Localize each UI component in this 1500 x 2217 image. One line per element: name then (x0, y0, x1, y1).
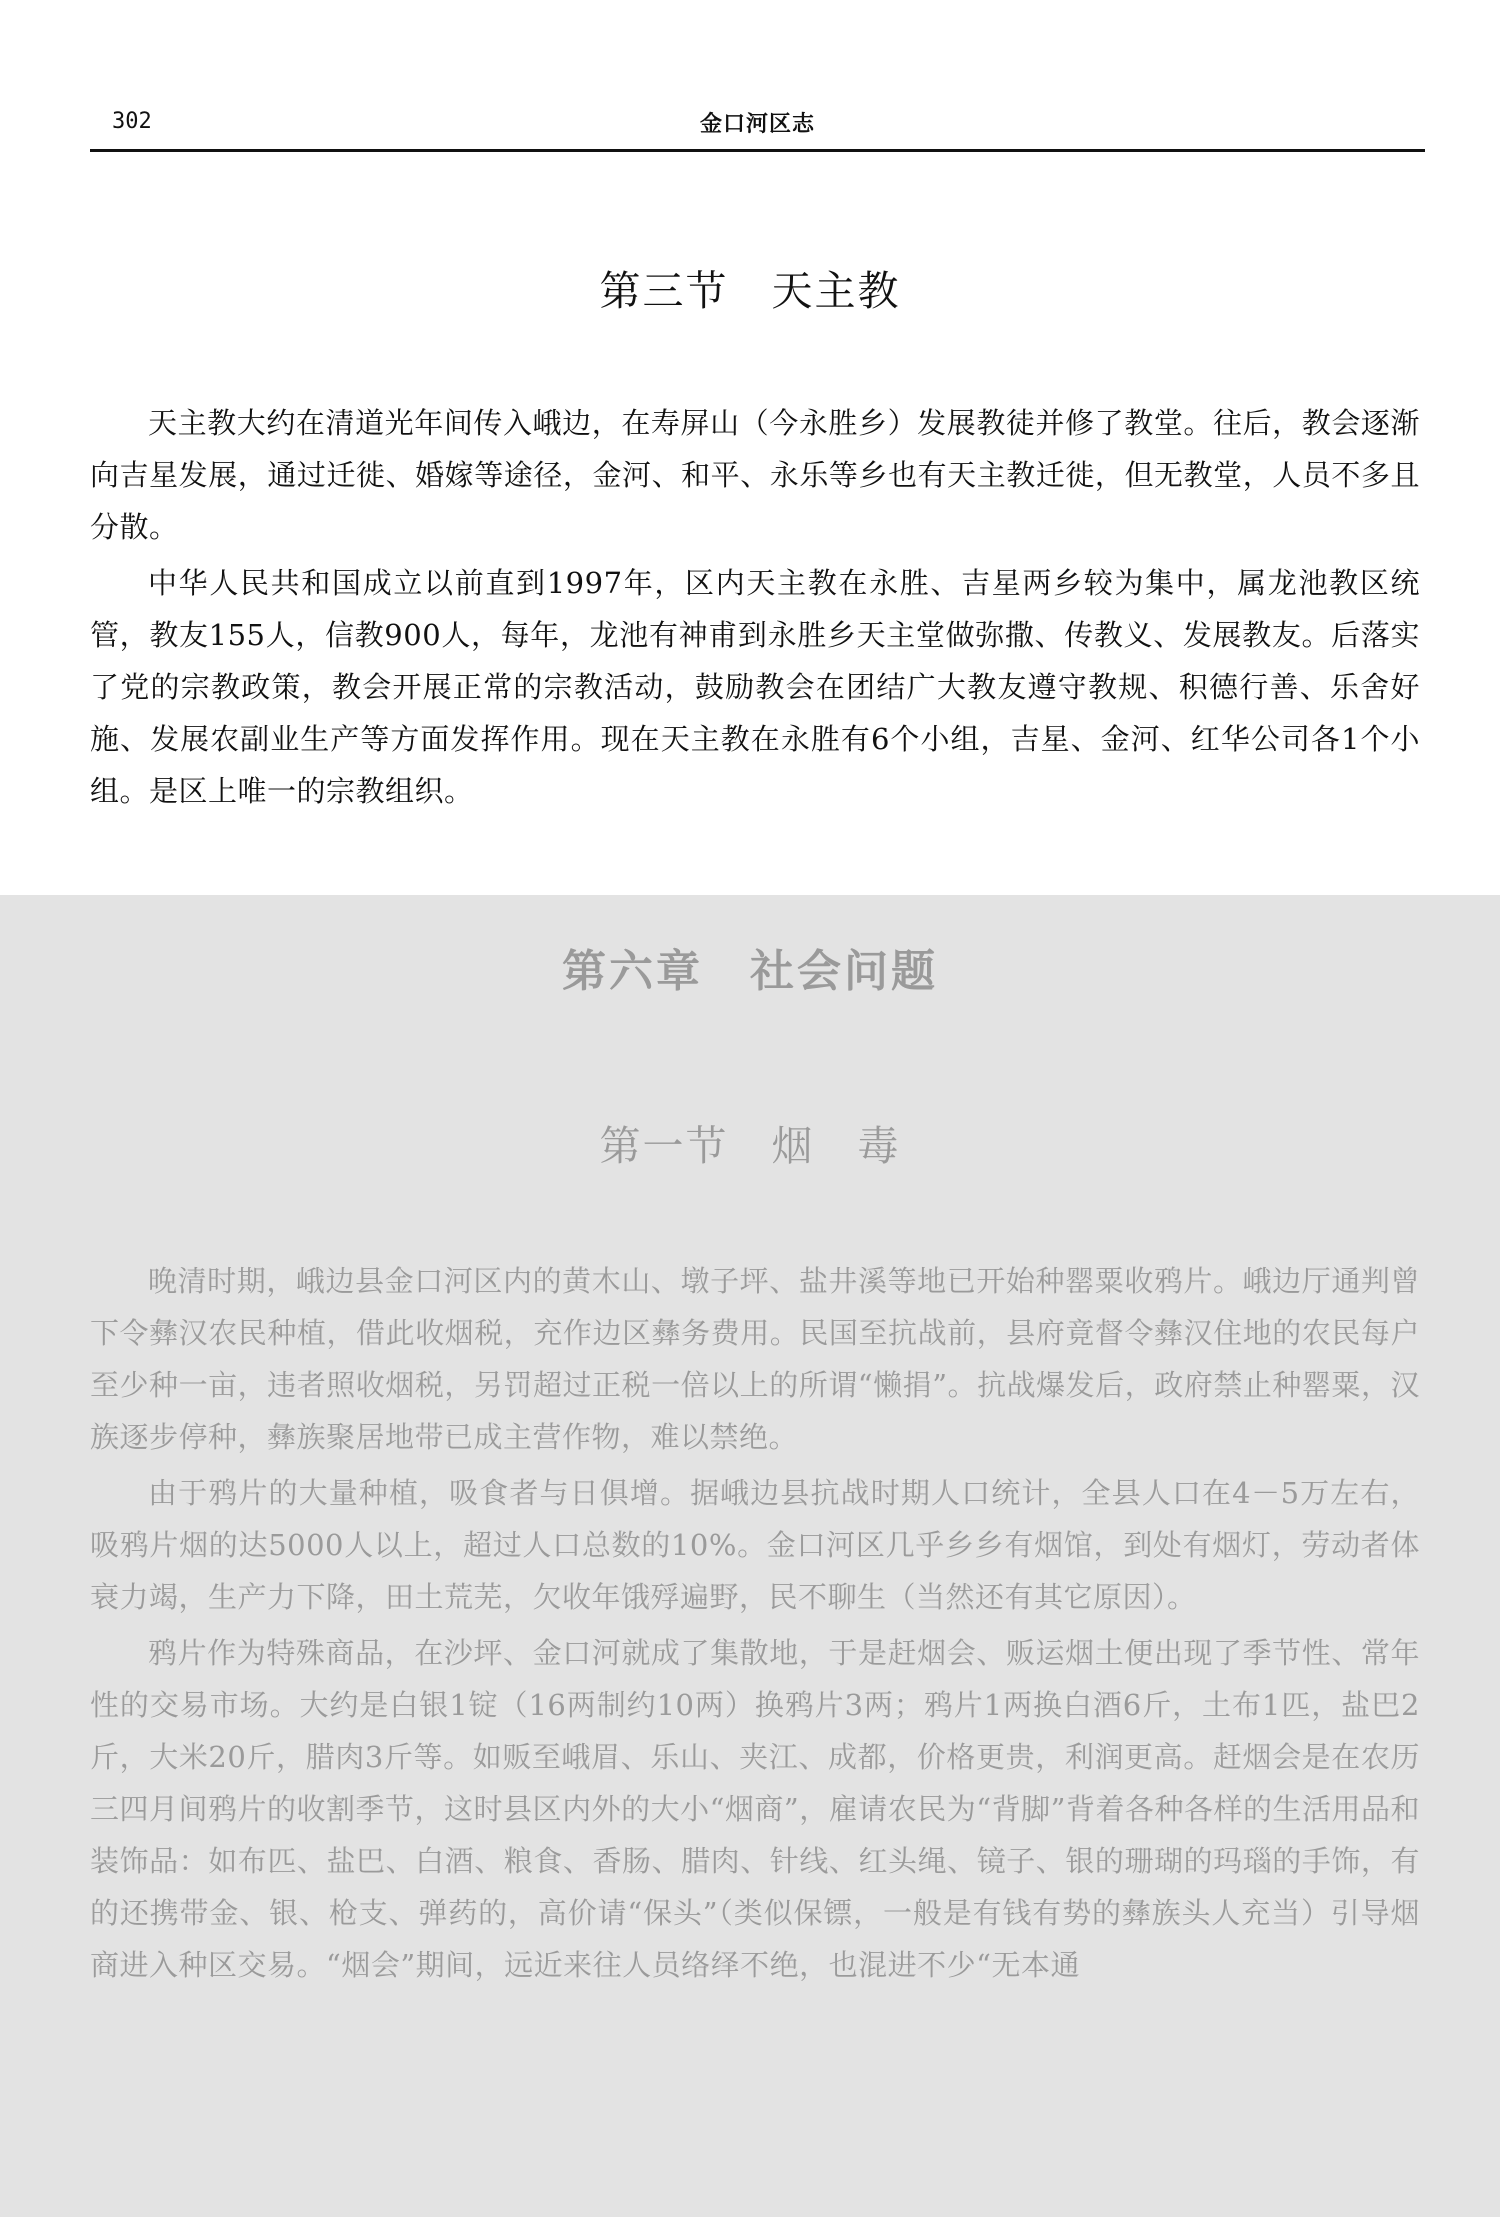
paragraph: 鸦片作为特殊商品，在沙坪、金口河就成了集散地，于是赶烟会、贩运烟土便出现了季节性、常年性的交易市场。大约是白银1锭（16两制约10两）换鸦片3两；鸦片1两换白酒6斤，土布1匹，盐巴2斤，大米20斤，腊肉3斤等。如贩至峨眉、乐山、夹江、成都，价格更贵，利润更高。赶烟会是在农历三四月间鸦片的收割季节，这时县区内外的大小“烟商”，雇请农民为“背脚”背着各种各样的生活用品和装饰品：如布匹、盐巴、白酒、粮食、香肠、腊肉、针线、红头绳、镜子、银的珊瑚的玛瑙的手饰，有的还携带金、银、枪支、弹药的，高价请“保头”（类似保镖，一般是有钱有势的彝族头人充当）引导烟商进入种区交易。“烟会”期间，远近来往人员络绎不绝，也混进不少“无本通 (90, 1636, 1420, 1982)
paragraph: 中华人民共和国成立以前直到1997年，区内天主教在永胜、吉星两乡较为集中，属龙池教区统管，教友155人，信教900人，每年，龙池有神甫到永胜乡天主堂做弥撒、传教义、发展教友。后落实了党的宗教政策，教会开展正常的宗教活动，鼓励教会在团结广大教友遵守教规、积德行善、乐舍好施、发展农副业生产等方面发挥作用。现在天主教在永胜有6个小组，吉星、金河、红华公司各1个小组。是区上唯一的宗教组织。 (90, 566, 1420, 808)
paragraph: 晚清时期，峨边县金口河区内的黄木山、墩子坪、盐井溪等地已开始种罂粟收鸦片。峨边厅通判曾下令彝汉农民种植，借此收烟税，充作边区彝务费用。民国至抗战前，县府竟督令彝汉住地的农民每户至少种一亩，违者照收烟税，另罚超过正税一倍以上的所谓“懒捐”。抗战爆发后，政府禁止种罂粟，汉族逐步停种，彝族聚居地带已成主营作物，难以禁绝。 (90, 1264, 1420, 1454)
catholic-body (90, 397, 1420, 817)
book-title: 金口河区志 (699, 112, 815, 137)
paragraph: 天主教大约在清道光年间传入峨边，在寿屏山（今永胜乡）发展教徒并修了教堂。往后，教会逐渐向吉星发展，通过迁徙、婚嫁等途径，金河、和平、永乐等乡也有天主教迁徙，但无教堂，人员不多且分散。 (90, 406, 1420, 544)
opium-body (90, 1255, 1420, 1991)
chapter-heading: 第六章 社会问题 (562, 946, 938, 997)
section-heading-opium: 第一节 烟 毒 (599, 1122, 901, 1170)
section-catholic (0, 0, 1500, 895)
faded-section-area (0, 895, 1500, 2217)
page-number: 302 (112, 109, 152, 134)
paragraph: 由于鸦片的大量种植，吸食者与日俱增。据峨边县抗战时期人口统计，全县人口在4－5万左右，吸鸦片烟的达5000人以上，超过人口总数的10%。金口河区几乎乡乡有烟馆，到处有烟灯，劳动者体衰力竭，生产力下降，田土荒芜，欠收年饿殍遍野，民不聊生（当然还有其它原因）。 (90, 1476, 1420, 1614)
section-heading-catholic: 第三节 天主教 (599, 267, 901, 315)
